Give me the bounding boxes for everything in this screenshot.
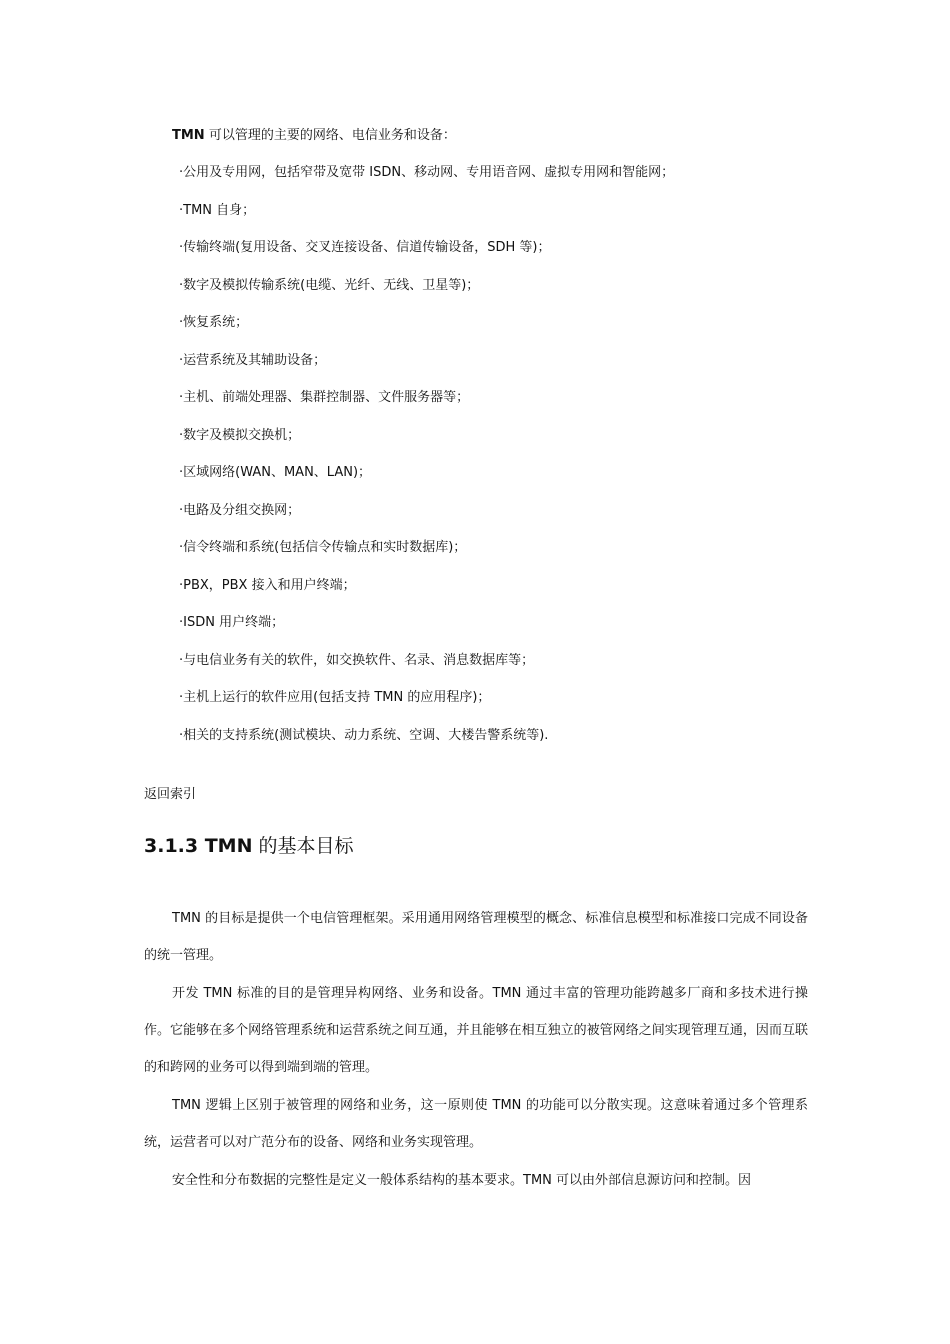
section-heading	[144, 832, 354, 860]
list-item: ·与电信业务有关的软件，如交换软件、名录、消息数据库等；	[179, 652, 535, 668]
list-item: ·数字及模拟传输系统(电缆、光纤、无线、卫星等)；	[179, 277, 480, 293]
paragraph: 开发 TMN 标准的目的是管理异构网络、业务和设备。TMN 通过丰富的管理功能跨越多厂商和多技术进行操作。它能够在多个网络管理系统和运营系统之间互通，并且能够在相互独立的被管网络之间实现管理互通，因而互联的和跨网的业务可以得到端到端的管理。	[144, 986, 808, 1075]
intro-lead: TMN	[172, 128, 205, 143]
list-item: ·主机上运行的软件应用(包括支持 TMN 的应用程序)；	[179, 690, 491, 705]
list-item: ·PBX，PBX 接入和用户终端；	[179, 577, 356, 593]
list-item: ·信令终端和系统(包括信令传输点和实时数据库)；	[179, 540, 467, 555]
intro-text: 可以管理的主要的网络、电信业务和设备：	[204, 128, 456, 143]
paragraph: TMN 逻辑上区别于被管理的网络和业务，这一原则使 TMN 的功能可以分散实现。这意味着通过多个管理系统，运营者可以对广范分布的设备、网络和业务实现管理。	[144, 1098, 808, 1150]
list-item: ·传输终端(复用设备、交叉连接设备、信道传输设备，SDH 等)；	[179, 240, 551, 255]
section-title-text: 的基本目标	[252, 835, 354, 857]
list-item: ·电路及分组交换网；	[179, 502, 301, 518]
list-item: ·公用及专用网，包括窄带及宽带 ISDN、移动网、专用语音网、虚拟专用网和智能网；	[179, 165, 675, 180]
section-body	[144, 900, 808, 1200]
paragraph: TMN 的目标是提供一个电信管理框架。采用通用网络管理模型的概念、标准信息模型和标准接口完成不同设备的统一管理。	[144, 911, 808, 963]
list-item: ·TMN 自身；	[179, 202, 256, 218]
list-item: ·区域网络(WAN、MAN、LAN)；	[179, 465, 372, 480]
list-item: ·相关的支持系统(测试模块、动力系统、空调、大楼告警系统等).	[179, 727, 549, 743]
list-item: ·恢复系统；	[179, 315, 249, 330]
list-item: ·运营系统及其辅助设备；	[179, 352, 327, 368]
list-item: ·主机、前端处理器、集群控制器、文件服务器等；	[179, 390, 470, 405]
intro-line	[172, 126, 456, 146]
back-to-index-link[interactable]: 返回索引	[144, 787, 197, 802]
paragraph: 安全性和分布数据的完整性是定义一般体系结构的基本要求。TMN 可以由外部信息源访问和控制。因	[172, 1173, 752, 1188]
section-number: 3.1.3 TMN	[144, 835, 253, 857]
list-item: ·ISDN 用户终端；	[179, 615, 285, 630]
list-item: ·数字及模拟交换机；	[179, 427, 301, 443]
managed-items-list	[179, 163, 674, 763]
